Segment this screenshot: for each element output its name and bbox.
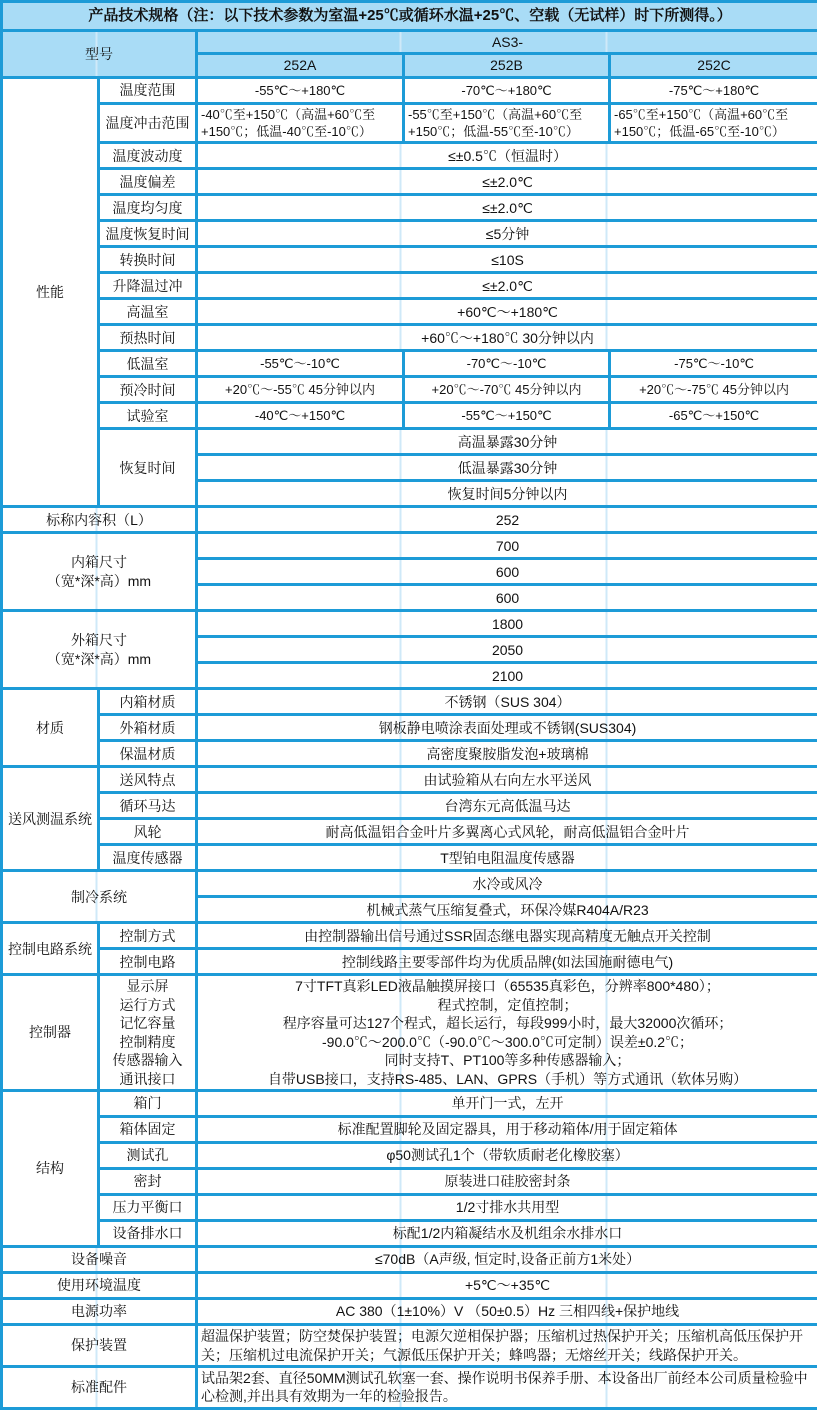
table-row	[2, 299, 817, 325]
table-row	[2, 1247, 817, 1273]
value-cell: T型铂电阻温度传感器	[197, 845, 817, 871]
value-cell: 台湾东元高低温马达	[197, 793, 817, 819]
value-cell: -75℃～+180℃	[610, 77, 817, 103]
table-row	[2, 793, 817, 819]
row-label-cell: 箱体固定	[99, 1117, 197, 1143]
row-label-cell: 温度恢复时间	[99, 221, 197, 247]
value-cell: 600	[197, 559, 817, 585]
value-cell: +20℃～-70℃ 45分钟以内	[404, 377, 610, 403]
table-row	[2, 273, 817, 299]
group-label-cell: 性能	[2, 77, 99, 506]
row-label-cell: 转换时间	[99, 247, 197, 273]
row-label-cell	[2, 533, 197, 611]
value-cell: 标准配置脚轮及固定器具，用于移动箱体/用于固定箱体	[197, 1117, 817, 1143]
group-label-cell: 材质	[2, 689, 99, 767]
table-row	[2, 1143, 817, 1169]
value-cell: ≤10S	[197, 247, 817, 273]
value-cell: 2050	[197, 637, 817, 663]
table-row	[2, 221, 817, 247]
value-cell: 700	[197, 533, 817, 559]
value-cell: 由控制器输出信号通过SSR固态继电器实现高精度无触点开关控制	[197, 923, 817, 949]
value-cell: 标配1/2内箱凝结水及机组余水排水口	[197, 1221, 817, 1247]
value-cell: AC 380（1±10%）V （50±0.5）Hz 三相四线+保护地线	[197, 1299, 817, 1325]
model-header-cell: 252B	[404, 54, 610, 77]
row-label-cell: 试验室	[99, 403, 197, 429]
row-label-cell: 密封	[99, 1169, 197, 1195]
table-row	[2, 1325, 817, 1367]
value-cell: -70℃～-10℃	[404, 351, 610, 377]
row-label-cell: 升降温过冲	[99, 273, 197, 299]
row-label-cell	[99, 975, 197, 1091]
row-label-cell: 恢复时间	[99, 429, 197, 507]
cell-line: 程序容量可达127个程式，超长运行，每段999小时，最大32000次循环；	[201, 1014, 814, 1032]
value-cell: 控制线路主要零部件均为优质品牌(如法国施耐德电气)	[197, 949, 817, 975]
table-row	[2, 1273, 817, 1299]
cell-line: 显示屏	[103, 977, 192, 995]
table-row	[2, 1221, 817, 1247]
value-cell: 高密度聚胺脂发泡+玻璃棉	[197, 741, 817, 767]
row-label-cell: 循环马达	[99, 793, 197, 819]
value-cell: ≤±2.0℃	[197, 169, 817, 195]
table-row	[2, 2, 817, 31]
table-row	[2, 325, 817, 351]
table-row	[2, 1195, 817, 1221]
model-header-cell: AS3-	[197, 31, 817, 54]
cell-line: 记忆容量	[103, 1014, 192, 1032]
model-header-cell: 型号	[2, 31, 197, 78]
row-label-cell: 外箱材质	[99, 715, 197, 741]
cell-line: 运行方式	[103, 996, 192, 1014]
value-cell: 超温保护装置；防空焚保护装置；电源欠逆相保护器；压缩机过热保护开关；压缩机高低压保护开关；压缩机过电流保护开关；气源低压保护开关；蜂鸣器；无熔丝开关；线路保护开关。	[197, 1325, 817, 1367]
value-cell: -55℃至+150℃（高温+60℃至+150℃；低温-55℃至-10℃）	[404, 103, 610, 142]
group-label-cell: 送风测温系统	[2, 767, 99, 871]
value-cell: φ50测试孔1个（带软质耐老化橡胶塞）	[197, 1143, 817, 1169]
group-label-cell: 控制电路系统	[2, 923, 99, 975]
cell-line: 自带USB接口，支持RS-485、LAN、GPRS（手机）等方式通讯（软体另购）	[201, 1070, 814, 1088]
value-cell: +5℃～+35℃	[197, 1273, 817, 1299]
value-cell: 低温暴露30分钟	[197, 455, 817, 481]
row-label-cell: 使用环境温度	[2, 1273, 197, 1299]
table-row	[2, 1091, 817, 1117]
value-cell: 1/2寸排水共用型	[197, 1195, 817, 1221]
value-cell: -40℃至+150℃（高温+60℃至+150℃；低温-40℃至-10℃）	[197, 103, 404, 142]
row-label-cell: 温度均匀度	[99, 195, 197, 221]
table-row	[2, 77, 817, 103]
table-row	[2, 507, 817, 533]
model-header-cell: 252C	[610, 54, 817, 77]
value-cell: 恢复时间5分钟以内	[197, 481, 817, 507]
table-row	[2, 819, 817, 845]
cell-line: 传感器输入	[103, 1051, 192, 1069]
table-row	[2, 689, 817, 715]
row-label-cell	[2, 611, 197, 689]
row-label-cell: 预热时间	[99, 325, 197, 351]
row-label-cell: 设备噪音	[2, 1247, 197, 1273]
table-row	[2, 247, 817, 273]
value-cell: 钢板静电喷涂表面处理或不锈钢(SUS304)	[197, 715, 817, 741]
row-label-cell: 送风特点	[99, 767, 197, 793]
table-row	[2, 429, 817, 455]
value-cell: -40℃～+150℃	[197, 403, 404, 429]
cell-line: -90.0℃～200.0℃（-90.0℃～300.0℃可定制）误差±0.2℃；	[201, 1033, 814, 1051]
cell-line: 外箱尺寸	[6, 631, 192, 649]
value-cell: -75℃～-10℃	[610, 351, 817, 377]
row-label-cell: 温度传感器	[99, 845, 197, 871]
row-label-cell: 温度偏差	[99, 169, 197, 195]
table-row	[2, 1117, 817, 1143]
row-label-cell: 低温室	[99, 351, 197, 377]
value-cell: 2100	[197, 663, 817, 689]
row-label-cell: 设备排水口	[99, 1221, 197, 1247]
value-cell: 试品架2套、直径50MM测试孔软塞一套、操作说明书保养手册、本设备出厂前经本公司质量检验中心检测,并出具有效期为一年的检验报告。	[197, 1367, 817, 1409]
cell-line: 程式控制，定值控制；	[201, 996, 814, 1014]
table-row	[2, 923, 817, 949]
row-label-cell: 保温材质	[99, 741, 197, 767]
row-label-cell: 温度冲击范围	[99, 103, 197, 142]
table-row	[2, 377, 817, 403]
table-row	[2, 871, 817, 897]
row-label-cell: 制冷系统	[2, 871, 197, 923]
spec-table-body	[2, 2, 817, 1409]
value-cell: 不锈钢（SUS 304）	[197, 689, 817, 715]
row-label-cell: 内箱材质	[99, 689, 197, 715]
table-row	[2, 845, 817, 871]
row-label-cell: 温度范围	[99, 77, 197, 103]
model-header-cell: 252A	[197, 54, 404, 77]
row-label-cell: 压力平衡口	[99, 1195, 197, 1221]
table-row	[2, 767, 817, 793]
value-cell: ≤70dB（A声级, 恒定时,设备正前方1米处）	[197, 1247, 817, 1273]
value-cell: 水冷或风冷	[197, 871, 817, 897]
cell-line: 通讯接口	[103, 1070, 192, 1088]
cell-line: 同时支持T、PT100等多种传感器输入；	[201, 1051, 814, 1069]
group-label-cell: 结构	[2, 1091, 99, 1247]
row-label-cell: 测试孔	[99, 1143, 197, 1169]
value-cell: 高温暴露30分钟	[197, 429, 817, 455]
value-cell: ≤±2.0℃	[197, 273, 817, 299]
table-row	[2, 169, 817, 195]
row-label-cell: 预冷时间	[99, 377, 197, 403]
table-row	[2, 143, 817, 169]
value-cell: -55℃～+150℃	[404, 403, 610, 429]
value-cell: 机械式蒸气压缩复叠式，环保冷媒R404A/R23	[197, 897, 817, 923]
row-label-cell: 标准配件	[2, 1367, 197, 1409]
row-label-cell: 箱门	[99, 1091, 197, 1117]
value-cell: 由试验箱从右向左水平送风	[197, 767, 817, 793]
group-label-cell: 控制器	[2, 975, 99, 1091]
value-cell: +60℃～+180℃ 30分钟以内	[197, 325, 817, 351]
cell-line: 控制精度	[103, 1033, 192, 1051]
table-row	[2, 611, 817, 637]
table-row	[2, 1367, 817, 1409]
row-label-cell: 温度波动度	[99, 143, 197, 169]
table-row	[2, 31, 817, 54]
value-cell: 600	[197, 585, 817, 611]
value-cell: ≤5分钟	[197, 221, 817, 247]
spec-title: 产品技术规格（注：以下技术参数为室温+25℃或循环水温+25℃、空载（无试样）时下所测得。）	[2, 2, 817, 31]
table-row	[2, 1299, 817, 1325]
value-cell: -70℃～+180℃	[404, 77, 610, 103]
value-cell: ≤±2.0℃	[197, 195, 817, 221]
cell-line: （宽*深*高）mm	[6, 650, 192, 668]
cell-line: （宽*深*高）mm	[6, 572, 192, 590]
row-label-cell: 风轮	[99, 819, 197, 845]
table-row	[2, 351, 817, 377]
row-label-cell: 电源功率	[2, 1299, 197, 1325]
cell-line: 内箱尺寸	[6, 553, 192, 571]
value-cell: 252	[197, 507, 817, 533]
table-row	[2, 975, 817, 1091]
value-cell: 1800	[197, 611, 817, 637]
value-cell: 耐高低温铝合金叶片多翼离心式风轮，耐高低温铝合金叶片	[197, 819, 817, 845]
value-cell: +20℃～-75℃ 45分钟以内	[610, 377, 817, 403]
value-cell: +60℃～+180℃	[197, 299, 817, 325]
table-row	[2, 1169, 817, 1195]
value-cell: 单开门一式，左开	[197, 1091, 817, 1117]
value-cell: +20℃～-55℃ 45分钟以内	[197, 377, 404, 403]
table-row	[2, 533, 817, 559]
table-row	[2, 103, 817, 142]
table-row	[2, 715, 817, 741]
value-cell: -65℃至+150℃（高温+60℃至+150℃；低温-65℃至-10℃）	[610, 103, 817, 142]
row-label-cell: 标称内容积（L）	[2, 507, 197, 533]
table-row	[2, 195, 817, 221]
row-label-cell: 控制方式	[99, 923, 197, 949]
cell-line: 7寸TFT真彩LED液晶触摸屏接口（65535真彩色，分辨率800*480）；	[201, 977, 814, 995]
row-label-cell: 高温室	[99, 299, 197, 325]
value-cell: ≤±0.5℃（恒温时）	[197, 143, 817, 169]
value-cell	[197, 975, 817, 1091]
row-label-cell: 控制电路	[99, 949, 197, 975]
row-label-cell: 保护装置	[2, 1325, 197, 1367]
table-row	[2, 741, 817, 767]
value-cell: 原装进口硅胶密封条	[197, 1169, 817, 1195]
value-cell: -55℃～-10℃	[197, 351, 404, 377]
value-cell: -55℃～+180℃	[197, 77, 404, 103]
table-row	[2, 403, 817, 429]
table-row	[2, 949, 817, 975]
value-cell: -65℃～+150℃	[610, 403, 817, 429]
